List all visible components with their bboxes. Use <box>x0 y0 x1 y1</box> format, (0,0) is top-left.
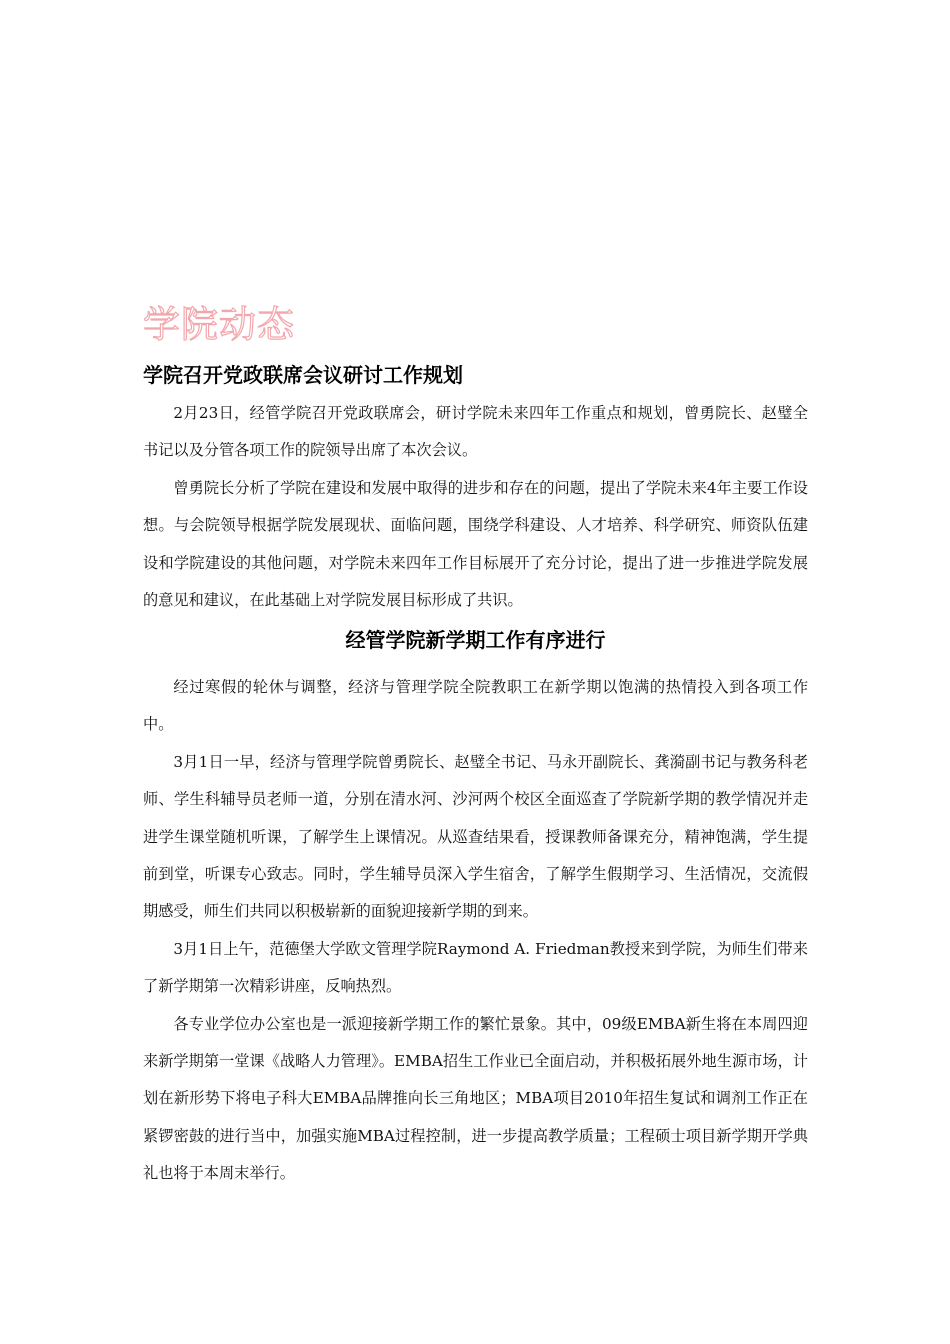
article-paragraph: 3月1日上午，范德堡大学欧文管理学院Raymond A. Friedman教授来到学院，为师生们带来了新学期第一次精彩讲座，反响热烈。 <box>143 939 808 996</box>
article-paragraph: 2月23日，经管学院召开党政联席会，研讨学院未来四年工作重点和规划，曾勇院长、赵璧全书记以及分管各项工作的院领导出席了本次会议。 <box>143 404 808 460</box>
article-paragraph: 3月1日一早，经济与管理学院曾勇院长、赵璧全书记、马永开副院长、龚漪副书记与教务科老师、学生科辅导员老师一道，分别在清水河、沙河两个校区全面巡查了学院新学期的教学情况并走进学生课堂随机听课，了解学生上课情况。从巡查结果看，授课教师备课充分，精神饱满，学生提前到堂，听课专心致志。同时，学生辅导员深入学生宿舍，了解学生假期学习、生活情况，交流假期感受，师生们共同以积极崭新的面貌迎接新学期的到来。 <box>143 752 808 921</box>
article-party-meeting <box>143 359 808 619</box>
article-new-semester <box>143 624 808 1193</box>
article-headline: 学院召开党政联席会议研讨工作规划 <box>143 363 463 387</box>
article-paragraph: 各专业学位办公室也是一派迎接新学期工作的繁忙景象。其中，09级EMBA新生将在本周四迎来新学期第一堂课《战略人力管理》。EMBA招生工作业已全面启动，并积极拓展外地生源市场，计划在新形势下将电子科大EMBA品牌推向长三角地区；MBA项目2010年招生复试和调剂工作正在紧锣密鼓的进行当中，加强实施MBA过程控制，进一步提高教学质量；工程硕士项目新学期开学典礼也将于本周末举行。 <box>143 1014 808 1183</box>
section-title: 学院动态 <box>143 303 295 346</box>
article-paragraph: 经过寒假的轮休与调整，经济与管理学院全院教职工在新学期以饱满的热情投入到各项工作中。 <box>143 678 808 734</box>
article-paragraph: 曾勇院长分析了学院在建设和发展中取得的进步和存在的问题，提出了学院未来4年主要工作设想。与会院领导根据学院发展现状、面临问题，围绕学科建设、人才培养、科学研究、师资队伍建设和学院建设的其他问题，对学院未来四年工作目标展开了充分讨论，提出了进一步推进学院发展的意见和建议，在此基础上对学院发展目标形成了共识。 <box>143 478 808 610</box>
article-headline: 经管学院新学期工作有序进行 <box>345 628 606 652</box>
